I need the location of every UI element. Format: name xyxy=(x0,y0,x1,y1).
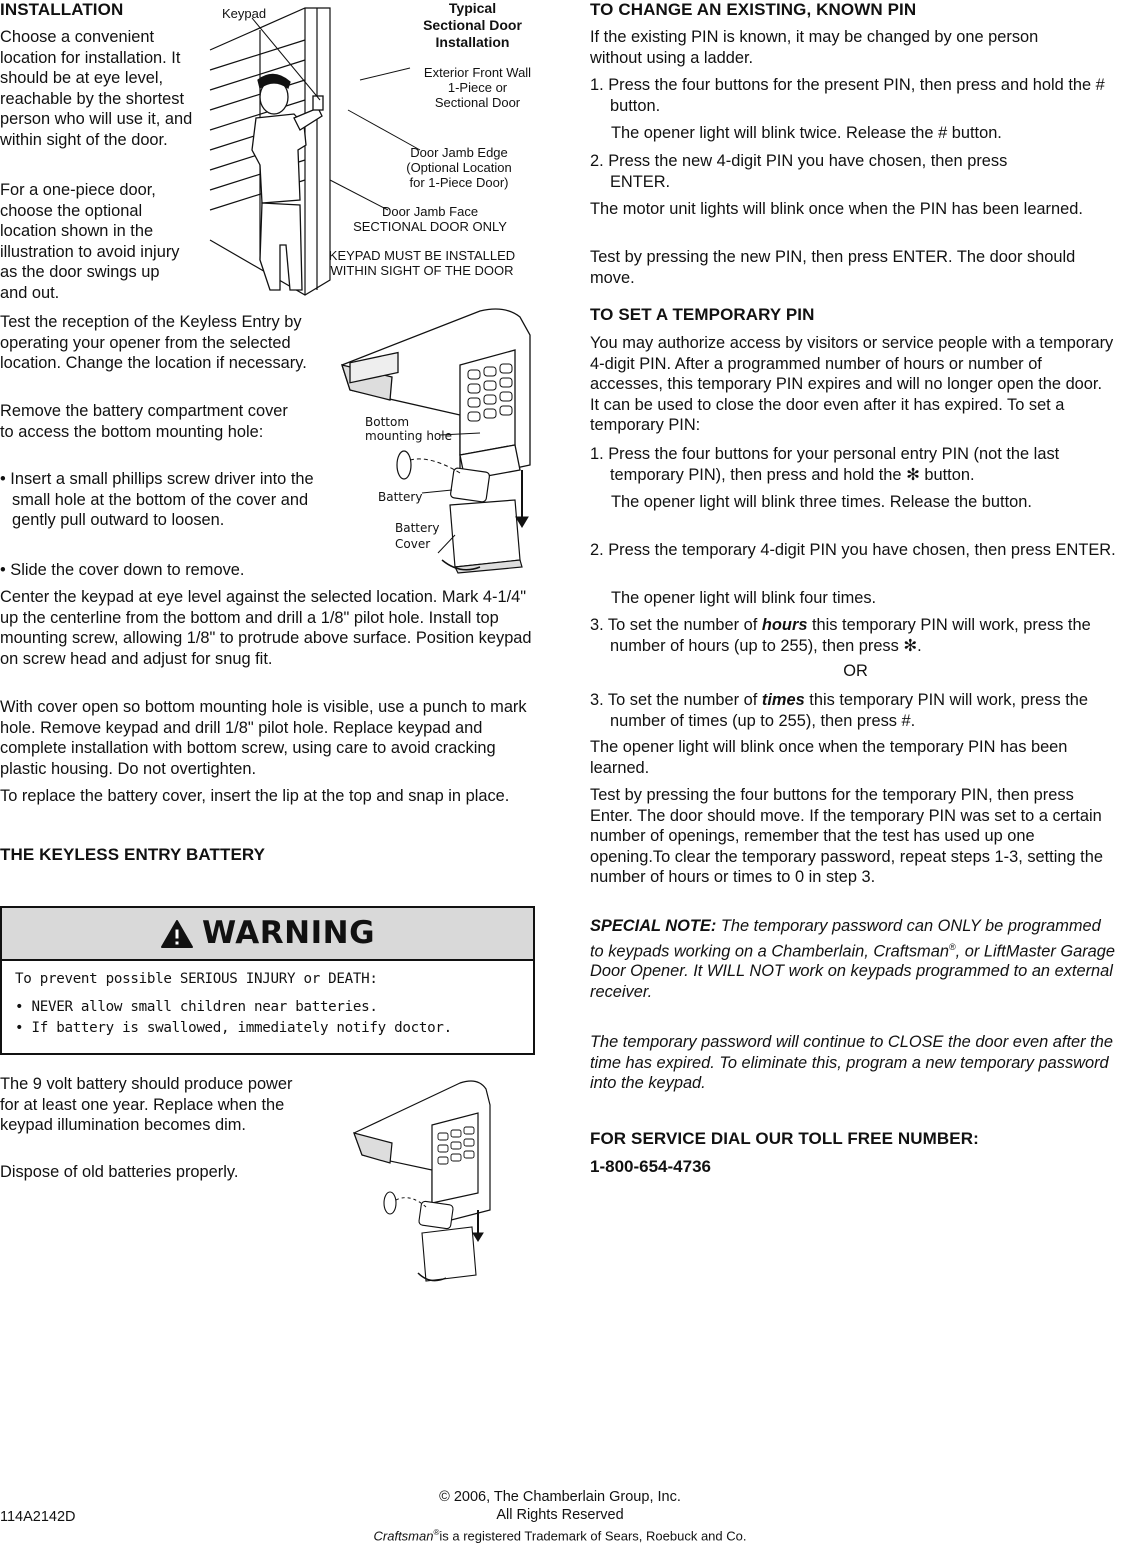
service-phone-number: 1-800-654-4736 xyxy=(590,1157,711,1176)
change-pin-heading: TO CHANGE AN EXISTING, KNOWN PIN xyxy=(590,0,917,19)
change-pin-intro: If the existing PIN is known, it may be changed by one person without using a ladder. xyxy=(590,28,1039,67)
footer-rights: All Rights Reserved xyxy=(496,1507,624,1523)
warning-intro: To prevent possible SERIOUS INJURY or DEATH: xyxy=(15,971,378,987)
keypad-label: Keypad xyxy=(222,6,267,21)
special-note-2: The temporary password will continue to CLOSE the door even after the time has expired. To eliminate this, program a new temporary password into the keypad. xyxy=(590,1033,1113,1092)
service-heading: FOR SERVICE DIAL OUR TOLL FREE NUMBER: xyxy=(590,1129,979,1148)
battery-section-heading: THE KEYLESS ENTRY BATTERY xyxy=(0,845,266,864)
installation-paragraph-7: To replace the battery cover, insert the lip at the top and snap in place. xyxy=(0,787,510,805)
warning-triangle-icon xyxy=(160,919,194,949)
installation-paragraph-5: Center the keypad at eye level against the selected location. Mark 4-1/4" up the centerline from the bottom and drill a 1/8" pilot hole. Install top mounting screw, allowing 1/8" to protrude above surface. Position keypad on screw head and adjust for snug fit. xyxy=(0,588,532,668)
change-pin-step-1-note: The opener light will blink twice. Release the # button. xyxy=(611,124,1002,142)
temp-pin-or: OR xyxy=(843,662,868,680)
change-pin-test: Test by pressing the new PIN, then press ENTER. The door should move. xyxy=(590,248,1076,287)
figure-title: Typical Sectional Door Installation xyxy=(423,0,522,50)
temp-pin-step-3-times: 3. To set the number of times this temporary PIN will work, press the number of times (up to 255), then press #. xyxy=(590,691,1089,730)
installation-heading: INSTALLATION xyxy=(0,0,124,19)
temp-pin-step-3-hours: 3. To set the number of hours this temporary PIN will work, press the number of hours (up to 255), then press ✻. xyxy=(590,616,1091,655)
change-pin-learned: The motor unit lights will blink once when the PIN has been learned. xyxy=(590,200,1083,218)
temp-pin-step-2: 2. Press the temporary 4-digit PIN you have chosen, then press ENTER. xyxy=(590,541,1116,559)
battery-paragraph-2: Dispose of old batteries properly. xyxy=(0,1163,239,1181)
temp-pin-step-1-note: The opener light will blink three times. Release the button. xyxy=(611,493,1032,511)
battery-paragraph-1: The 9 volt battery should produce power for at least one year. Replace when the keypad illumination becomes dim. xyxy=(0,1075,293,1134)
installation-paragraph-3: Test the reception of the Keyless Entry by operating your opener from the selected location. Change the location if necessary. xyxy=(0,313,307,372)
temp-pin-intro: You may authorize access by visitors or service people with a temporary 4-digit PIN. After a programmed number of hours or number of accesses, this temporary PIN expires and will no longer open the door. It can be used to close the door even after it has expired. To set a temporary PIN: xyxy=(590,334,1114,434)
installation-paragraph-4: Remove the battery compartment cover to access the bottom mounting hole: xyxy=(0,402,288,441)
change-pin-step-1: 1. Press the four buttons for the present PIN, then press and hold the # button. xyxy=(590,76,1105,115)
door-jamb-face-label: Door Jamb Face SECTIONAL DOOR ONLY xyxy=(353,204,507,234)
warning-box xyxy=(0,906,535,1055)
bottom-mounting-hole-label: Bottom mounting hole xyxy=(365,415,452,443)
installation-bullet-1: • Insert a small phillips screw driver into the small hole at the bottom of the cover and gently pull outward to loosen. xyxy=(0,470,314,529)
exterior-wall-label: Exterior Front Wall 1-Piece or Sectional Door xyxy=(423,65,532,110)
battery-graphic xyxy=(450,468,490,503)
battery-cover-label: Battery Cover xyxy=(395,521,440,551)
temp-pin-heading: TO SET A TEMPORARY PIN xyxy=(590,305,815,324)
installation-paragraph-1: Choose a convenient location for installation. It should be at eye level, reachable by the shortest person who will use it, and within sight of the door. xyxy=(0,28,193,149)
special-note: SPECIAL NOTE: The temporary password can ONLY be programmed to keypads working on a Chamberlain, Craftsman®, or LiftMaster Garage Door Opener. It WILL NOT work on keypads programmed to an external receiver. xyxy=(590,917,1116,1001)
temp-pin-step-2-note: The opener light will blink four times. xyxy=(611,589,877,607)
installation-bullet-2: • Slide the cover down to remove. xyxy=(0,561,245,579)
warning-header xyxy=(2,908,533,961)
footer-document-code: 114A2142D xyxy=(0,1509,76,1525)
sight-requirement-note: KEYPAD MUST BE INSTALLED WITHIN SIGHT OF THE DOOR xyxy=(328,248,516,278)
installation-paragraph-6: With cover open so bottom mounting hole is visible, use a punch to mark hole. Remove keypad and drill 1/8" pilot hole. Replace keypad and complete installation with bottom screw, using care to avoid cracking plastic housing. Do not overtighten. xyxy=(0,698,527,778)
temp-pin-test: Test by pressing the four buttons for the temporary PIN, then press Enter. The door should move. If the temporary PIN was set to a certain number of openings, remember that the test has used up one opening.To clear the temporary password, repeat steps 1-3, setting the number of hours or times to 0 in step 3. xyxy=(590,786,1103,886)
warning-item-swallowed: • If battery is swallowed, immediately notify doctor. xyxy=(15,1020,452,1036)
battery-clip xyxy=(397,451,411,479)
keypad-battery-small-illustration xyxy=(350,1075,500,1280)
installation-paragraph-2: For a one-piece door, choose the optional location shown in the illustration to avoid injury as the door swings up and out. xyxy=(0,181,180,302)
temp-pin-step-1: 1. Press the four buttons for your personal entry PIN (not the last temporary PIN), then press and hold the ✻ button. xyxy=(590,445,1060,484)
footer-copyright-block xyxy=(300,1488,820,1545)
temp-pin-learned: The opener light will blink once when the temporary PIN has been learned. xyxy=(590,738,1068,777)
warning-title: WARNING xyxy=(201,915,376,952)
footer-trademark: Craftsman®is a registered Trademark of Sears, Roebuck and Co. xyxy=(373,1528,747,1544)
battery-label: Battery xyxy=(378,490,423,504)
warning-item-children: • NEVER allow small children near batteries. xyxy=(15,999,378,1015)
keypad-battery-illustration xyxy=(330,305,545,585)
door-jamb-edge-label: Door Jamb Edge (Optional Location for 1-Piece Door) xyxy=(406,145,512,190)
installation-illustration xyxy=(200,0,545,300)
footer-copyright: © 2006, The Chamberlain Group, Inc. xyxy=(439,1489,681,1505)
keypad-small-drawing xyxy=(350,1075,500,1280)
battery-cover-graphic xyxy=(450,500,520,567)
change-pin-step-2: 2. Press the new 4-digit PIN you have chosen, then press ENTER. xyxy=(590,152,1008,191)
